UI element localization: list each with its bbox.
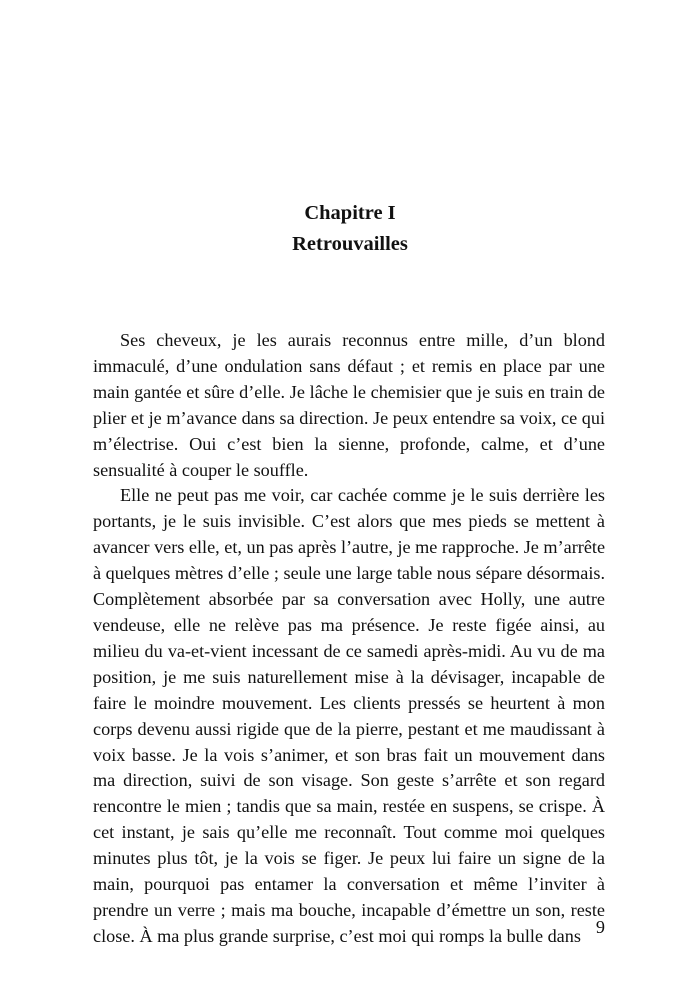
paragraph: Elle ne peut pas me voir, car cachée comme je le suis derrière les portants, je le suis invisible. C’est alors que mes pieds se mettent à avancer vers elle, et, un pas après l’autre, je me rapproche. Je m’arrête à quelques mètres d’elle ; seule une large table nous sépare désormais. Complètement absorbée par sa conversation avec Holly, une autre vendeuse, elle ne relève pas ma présence. Je reste figée ainsi, au milieu du va-et-vient incessant de ce samedi après-midi. Au vu de ma position, je me suis naturellement mise à la dévisager, incapable de faire le moindre mouvement. Les clients pressés se heurtent à mon corps devenu aussi rigide que de la pierre, pestant et me maudissant à voix basse. Je la vois s’animer, et son bras fait un mouvement dans ma direction, suivi de son visage. Son geste s’arrête et son regard rencontre le mien ; tandis que sa main, restée en suspens, se crispe. À cet instant, je sais qu’elle me reconnaît. Tout comme moi quelques minutes plus tôt, je la vois se figer. Je peux lui faire un signe de la main, pourquoi pas entamer la conversation et même l’inviter à prendre un verre ; mais ma bouche, incapable d’émettre un son, reste close. À ma plus grande surprise, c’est moi qui romps la bulle dans bbox=[93, 485, 606, 946]
chapter-number: Chapitre I bbox=[304, 202, 396, 224]
body-text bbox=[93, 328, 605, 950]
paragraph: Ses cheveux, je les aurais reconnus entre mille, d’un blond immaculé, d’une ondulation sans défaut ; et remis en place par une main gantée et sûre d’elle. Je lâche le chemisier que je suis en train de plier et je m’avance dans sa direction. Je peux entendre sa voix, ce qui m’électrise. Oui c’est bien la sienne, profonde, calme, et d’une sensualité à couper le souffle. bbox=[93, 330, 605, 480]
chapter-title: Retrouvailles bbox=[292, 233, 408, 255]
chapter-heading bbox=[0, 198, 700, 260]
page-number: 9 bbox=[595, 917, 605, 937]
